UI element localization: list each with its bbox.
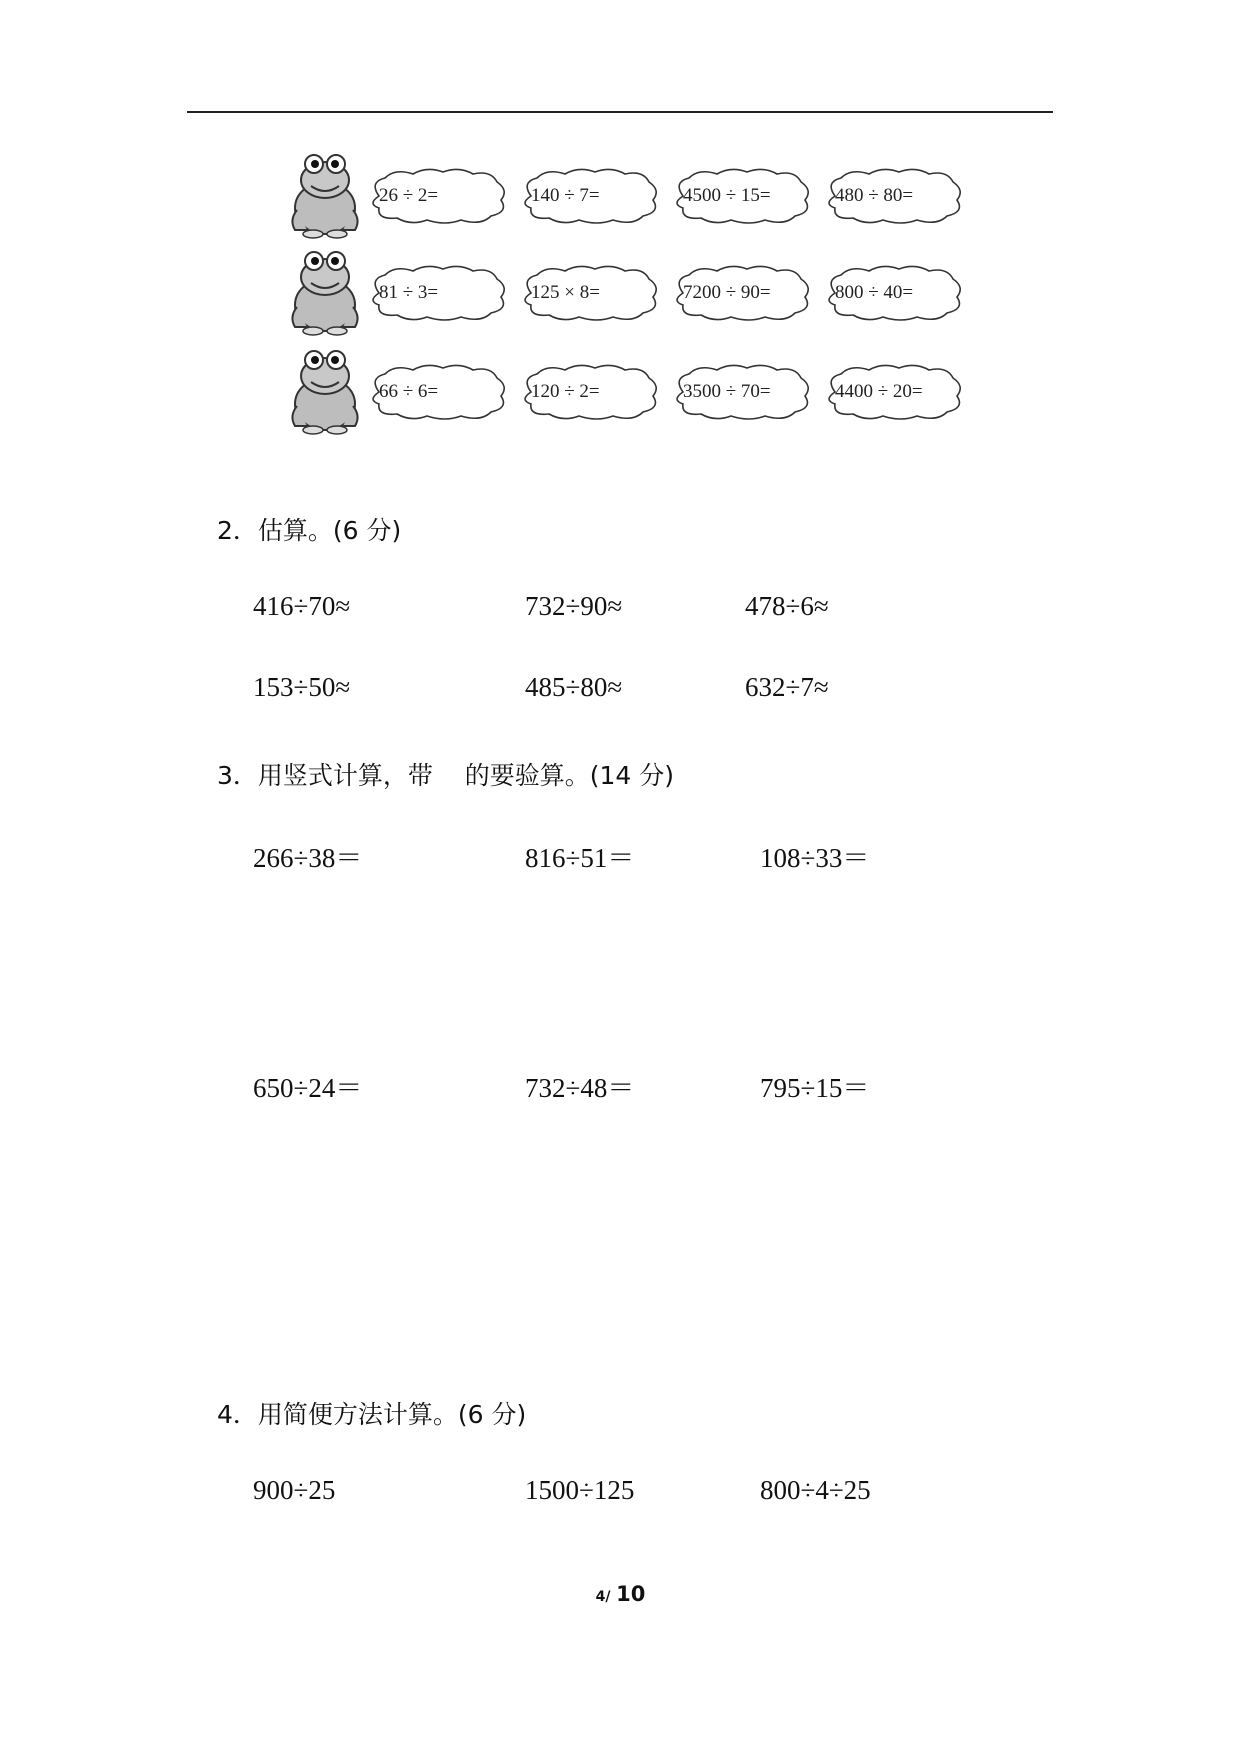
frog-problem: 81 ÷ 3= (379, 282, 439, 303)
cloud-bubble (365, 362, 511, 422)
estimate-problem: 485÷80≈ (525, 672, 623, 702)
vertical-division-problem: 732÷48＝ (525, 1073, 635, 1103)
frog-icon (285, 247, 365, 337)
cloud-bubble (365, 166, 511, 226)
frog-problem: 3500 ÷ 70= (683, 381, 771, 402)
section-3-heading: 3．用竖式计算，带 的要验算。(14 分) (217, 761, 674, 790)
frog-icon (285, 150, 365, 240)
cloud-bubble (517, 166, 663, 226)
estimate-problem: 153÷50≈ (253, 672, 351, 702)
estimate-problem: 416÷70≈ (253, 591, 351, 621)
vertical-division-problem: 108÷33＝ (760, 843, 870, 873)
frog-problem: 125 × 8= (531, 282, 600, 303)
estimate-problem: 732÷90≈ (525, 591, 623, 621)
cloud-bubble (669, 362, 815, 422)
page-total: 10 (616, 1582, 646, 1606)
cloud-bubble (669, 263, 815, 323)
frog-problem: 26 ÷ 2= (379, 185, 439, 206)
frog-problem: 800 ÷ 40= (835, 282, 914, 303)
vertical-division-problem: 266÷38＝ (253, 843, 363, 873)
cloud-bubble (669, 166, 815, 226)
frog-row (285, 346, 985, 436)
vertical-division-problem: 650÷24＝ (253, 1073, 363, 1103)
cloud-bubble (821, 263, 967, 323)
frog-problem: 66 ÷ 6= (379, 381, 439, 402)
vertical-division-problem: 795÷15＝ (760, 1073, 870, 1103)
frog-row (285, 150, 985, 240)
top-rule (187, 111, 1053, 113)
section-4-heading: 4．用简便方法计算。(6 分) (217, 1400, 527, 1429)
estimate-problem: 478÷6≈ (745, 591, 829, 621)
section-2-heading: 2．估算。(6 分) (217, 516, 402, 545)
page-number (0, 1582, 1241, 1606)
frog-problem: 120 ÷ 2= (531, 381, 600, 402)
frog-icon (285, 346, 365, 436)
cloud-bubble (821, 362, 967, 422)
simplify-problem: 800÷4÷25 (760, 1475, 871, 1505)
frog-problem: 7200 ÷ 90= (683, 282, 771, 303)
frog-problem: 480 ÷ 80= (835, 185, 914, 206)
cloud-bubble (821, 166, 967, 226)
cloud-bubble (517, 362, 663, 422)
frog-row (285, 247, 985, 337)
estimate-problem: 632÷7≈ (745, 672, 829, 702)
cloud-bubble (517, 263, 663, 323)
vertical-division-problem: 816÷51＝ (525, 843, 635, 873)
cloud-bubble (365, 263, 511, 323)
simplify-problem: 1500÷125 (525, 1475, 635, 1505)
frog-problem: 4400 ÷ 20= (835, 381, 923, 402)
frog-problem: 140 ÷ 7= (531, 185, 600, 206)
frog-problem: 4500 ÷ 15= (683, 185, 771, 206)
page-current: 4/ (595, 1589, 611, 1605)
simplify-problem: 900÷25 (253, 1475, 336, 1505)
